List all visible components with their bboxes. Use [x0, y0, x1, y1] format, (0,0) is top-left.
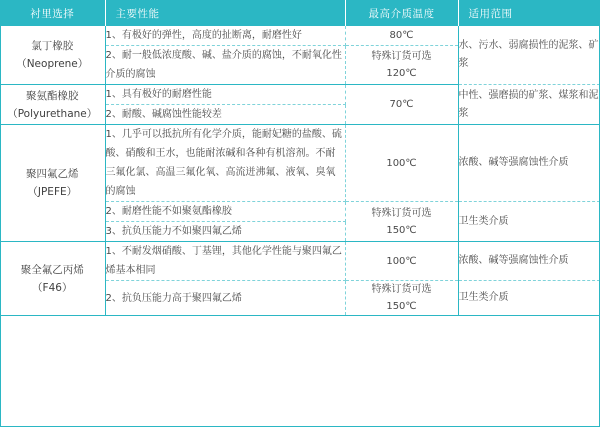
temperature-option-label: 特殊订货可选	[371, 51, 432, 62]
temperature-cell	[345, 46, 458, 85]
temperature-value: 150℃	[386, 301, 417, 312]
temperature-option-label: 特殊订货可选	[371, 207, 432, 219]
table-row	[0, 85, 600, 105]
material-cell-f46	[0, 242, 105, 316]
performance-cell: 1、有极好的弹性，高度的扯断离，耐磨性好	[105, 26, 345, 46]
temperature-option-label: 特殊订货可选	[371, 284, 432, 295]
table-row	[0, 125, 600, 202]
scope-cell: 卫生类介质	[458, 281, 600, 316]
material-name: 氯丁橡胶	[31, 40, 74, 52]
performance-cell: 2、抗负压能力高于聚四氟乙烯	[105, 281, 345, 316]
scope-cell: 浓酸、碱等强腐蚀性介质	[458, 125, 600, 202]
material-name-en: （F46）	[32, 281, 73, 294]
scope-cell: 浓酸、碱等强腐蚀性介质	[458, 242, 600, 281]
table-row	[0, 26, 600, 46]
header-main-performance: 主要性能	[105, 0, 345, 26]
header-application-scope: 适用范围	[458, 0, 600, 26]
temperature-value: 150℃	[386, 224, 417, 236]
performance-cell: 1、具有极好的耐磨性能	[105, 85, 345, 105]
scope-cell: 中性、强磨损的矿浆、煤浆和泥浆	[458, 85, 600, 125]
header-lining-selection: 衬里选择	[0, 0, 105, 26]
temperature-cell	[345, 26, 458, 46]
table-left-border	[0, 26, 1, 427]
performance-cell: 1、几乎可以抵抗所有化学介质，能耐妃糖的盐酸、硫酸、硝酸和王水，也能耐浓碱和各种有机溶剂。不耐三氟化氯、高温三氟化氧、高流迸沸氟、液氧、臭氧的腐蚀	[105, 125, 345, 202]
temperature-value: 100℃	[386, 157, 417, 169]
temperature-cell	[345, 242, 458, 281]
material-name-en: （Polyurethane）	[7, 107, 98, 120]
temperature-value: 70℃	[389, 99, 414, 110]
performance-cell: 3、抗负压能力不如聚四氟乙烯	[105, 222, 345, 242]
temperature-value: 100℃	[386, 255, 417, 267]
performance-cell: 2、耐酸、碱腐蚀性能较差	[105, 105, 345, 125]
temperature-value: 80℃	[389, 30, 414, 41]
scope-cell: 卫生类介质	[458, 202, 600, 242]
table-header-row	[0, 0, 600, 26]
material-name-en: （JPEFE）	[27, 186, 78, 198]
header-max-medium-temperature: 最高介质温度	[345, 0, 458, 26]
performance-cell: 2、耐一般低浓度酸、碱、盐介质的腐蚀，不耐氧化性介质的腐蚀	[105, 46, 345, 85]
performance-cell: 2、耐磨性能不如聚氨酯橡胶	[105, 202, 345, 222]
temperature-value: 120℃	[386, 68, 417, 79]
material-name: 聚四氟乙烯	[26, 168, 79, 180]
table-row	[0, 242, 600, 281]
temperature-cell	[345, 281, 458, 316]
material-name: 聚氨酯橡胶	[26, 89, 79, 102]
material-cell-jpefe	[0, 125, 105, 242]
temperature-cell	[345, 125, 458, 202]
material-cell-polyurethane	[0, 85, 105, 125]
material-cell-neoprene	[0, 26, 105, 85]
temperature-cell	[345, 202, 458, 242]
temperature-cell	[345, 85, 458, 125]
performance-cell: 1、不耐发烟硝酸、丁基锂，其他化学性能与聚四氟乙烯基本相同	[105, 242, 345, 281]
scope-cell: 水、污水、弱腐损性的泥浆、矿浆	[458, 26, 600, 85]
material-name-en: （Neoprene）	[16, 58, 89, 70]
material-name: 聚全氟乙丙烯	[20, 263, 84, 276]
